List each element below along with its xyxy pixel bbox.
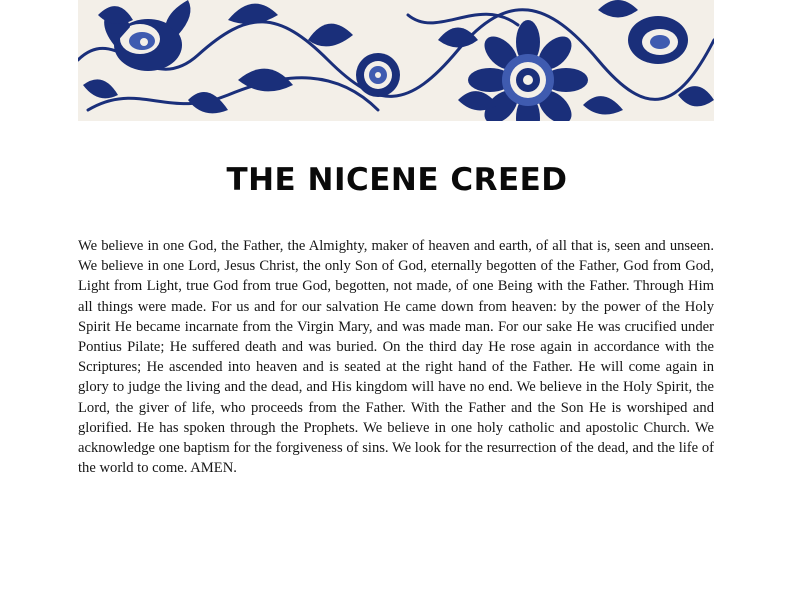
- floral-banner: [78, 0, 714, 121]
- page-title: THE NICENE CREED: [226, 162, 568, 198]
- creed-body-text: We believe in one God, the Father, the Almighty, maker of heaven and earth, of all that is, seen and unseen. We believe in one Lord, Jesus Christ, the only Son of God, eternally begotten of the Father, God from God, Light from Light, true God from true God, begotten, not made, of one Being with the Father. Through Him all things were made. For us and for our salvation He came down from heaven: by the power of the Holy Spirit He became incarnate from the Virgin Mary, and was made man. For our sake He was crucified under Pontius Pilate; He suffered death and was buried. On the third day He rose again in accordance with the Scriptures; He ascended into heaven and is seated at the right hand of the Father. He will come again in glory to judge the living and the dead, and His kingdom will have no end. We believe in the Holy Spirit, the Lord, the giver of life, who proceeds from the Father. With the Father and the Son He is worshiped and glorified. He has spoken through the Prophets. We believe in one holy catholic and apostolic Church. We acknowledge one baptism for the forgiveness of sins. We look for the resurrection of the dead, and the life of the world to come. AMEN.: [78, 238, 714, 477]
- blue-floral-pattern-image: [78, 0, 714, 121]
